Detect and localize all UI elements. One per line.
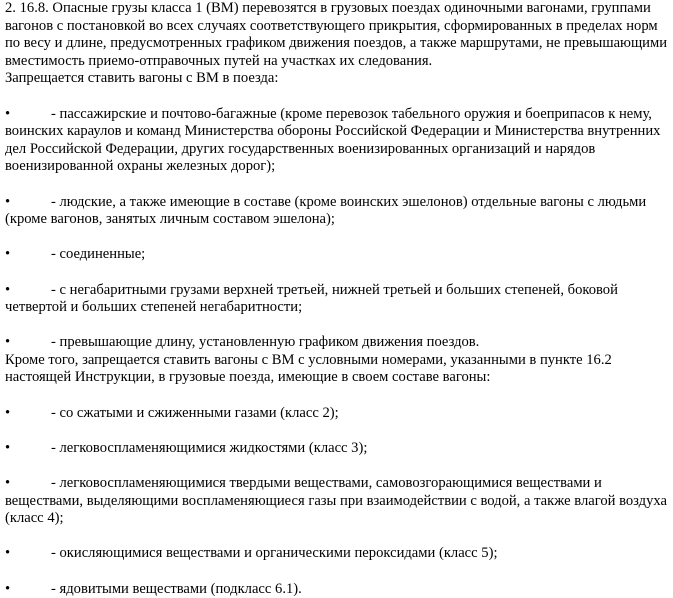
list-item — [5, 440, 669, 458]
list-item-text: - пассажирские и почтово-багажные (кроме перевозок табельного оружия и боеприпасов к нему, воинских караулов и команд Министерства обороны Российской Федерации и Министерства внутренних дел Российской Федерации, других государственных военизированных организаций и нарядов военизированной охраны железных дорог); — [5, 105, 661, 175]
bullet-icon: • — [5, 105, 11, 122]
list-item-text: - легковоспламеняющимися твердыми веществами, самовозгорающимися веществами и веществами, выделяющими воспламеняющиеся газы при взаимодействии с водой, а также влагой воздуха (класс 4); — [5, 475, 667, 527]
spacer — [5, 528, 669, 546]
list-item-text: - легковоспламеняющимися жидкостями (класс 3); — [51, 439, 368, 456]
list-item — [5, 194, 669, 229]
spacer — [5, 88, 669, 106]
bullet-icon: • — [5, 281, 11, 298]
bullet-icon: • — [5, 475, 11, 492]
bullet-icon: • — [5, 580, 11, 597]
spacer — [5, 264, 669, 282]
list-item-text: - со сжатыми и сжиженными газами (класс 2); — [51, 404, 339, 421]
list-item — [5, 475, 669, 528]
list-item — [5, 581, 669, 598]
list-item — [5, 246, 669, 264]
bullet-icon: • — [5, 334, 11, 351]
list-item — [5, 545, 669, 563]
list-item-text: - людские, а также имеющие в составе (кроме воинских эшелонов) отдельные вагоны с людьми (кроме вагонов, занятых личным составом эшелона); — [5, 193, 647, 228]
list-item — [5, 282, 669, 317]
list-item-text: - превышающие длину, установленную графиком движения поездов. — [51, 334, 480, 351]
spacer — [5, 457, 669, 475]
list-item — [5, 405, 669, 423]
spacer — [5, 317, 669, 335]
list-item — [5, 334, 669, 352]
spacer — [5, 387, 669, 405]
spacer — [5, 229, 669, 247]
spacer — [5, 563, 669, 581]
list-item-text: - окисляющимися веществами и органическими пероксидами (класс 5); — [51, 545, 498, 562]
list-item-text: - с негабаритными грузами верхней третьей, нижней третьей и больших степеней, боковой четвертой и больших степеней негабаритности; — [5, 281, 618, 316]
bullet-icon: • — [5, 439, 11, 456]
bullet-icon: • — [5, 545, 11, 562]
prohibition-heading: Запрещается ставить вагоны с ВМ в поезда: — [5, 70, 279, 87]
bullet-icon: • — [5, 193, 11, 210]
spacer — [5, 422, 669, 440]
additional-paragraph: Кроме того, запрещается ставить вагоны с ВМ с условными номерами, указанными в пункте 16.2 настоящей Инструкции, в грузовые поезда, имеющие в своем составе вагоны: — [5, 351, 612, 386]
bullet-icon: • — [5, 404, 11, 421]
intro-paragraph: 2. 16.8. Опасные грузы класса 1 (ВМ) перевозятся в грузовых поездах одиночными вагонами, группами вагонов с постановкой во всех случаях соответствующего прикрытия, сформированных в пределах норм по весу и длине, предусмотренных графиком движения поездов, а также маршрутами, не превышающими вместимость приемо-отправочных путей на участках их следования. — [5, 0, 668, 69]
list-item — [5, 106, 669, 176]
list-item-text: - ядовитыми веществами (подкласс 6.1). — [51, 580, 302, 597]
bullet-icon: • — [5, 246, 11, 263]
spacer — [5, 176, 669, 194]
list-item-text: - соединенные; — [51, 246, 146, 263]
